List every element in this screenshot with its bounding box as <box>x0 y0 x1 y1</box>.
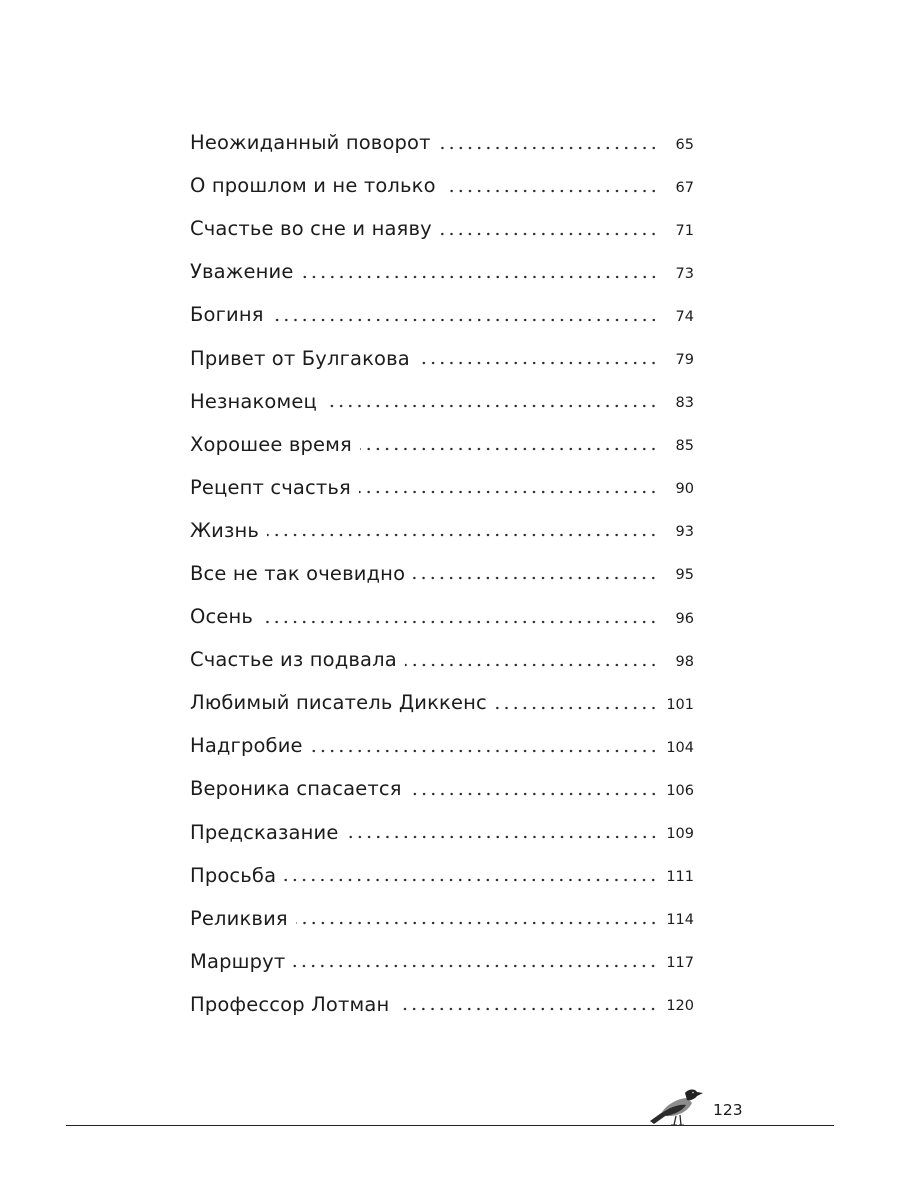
toc-entry <box>190 121 694 164</box>
toc-entry-page: 71 <box>675 222 694 239</box>
toc-entry <box>190 466 694 509</box>
toc-entry-page: 73 <box>675 265 694 282</box>
toc-entry-page: 98 <box>675 653 694 670</box>
toc-entry-title: Маршрут <box>190 950 293 973</box>
dot-leader <box>410 784 658 804</box>
toc-entry-page: 117 <box>666 955 694 972</box>
table-of-contents <box>190 121 694 1026</box>
toc-entry-page: 109 <box>666 826 694 843</box>
toc-entry-page: 74 <box>675 308 694 325</box>
toc-entry-page: 120 <box>666 998 694 1015</box>
toc-entry <box>190 552 694 595</box>
crow-icon <box>646 1083 704 1127</box>
toc-entry-title: Хорошее время <box>190 433 360 456</box>
toc-entry <box>190 724 694 767</box>
toc-entry <box>190 638 694 681</box>
toc-entry-title: Незнакомец <box>190 390 325 413</box>
footer-rule <box>66 1125 834 1126</box>
dot-leader <box>359 482 658 502</box>
toc-entry <box>190 207 694 250</box>
toc-entry <box>190 854 694 897</box>
dot-leader <box>439 138 658 158</box>
toc-entry-title: Надгробие <box>190 734 311 757</box>
dot-leader <box>397 999 658 1019</box>
dot-leader <box>418 353 658 373</box>
toc-entry-title: Вероника спасается <box>190 777 410 800</box>
toc-entry <box>190 164 694 207</box>
toc-entry <box>190 681 694 724</box>
dot-leader <box>296 913 658 933</box>
toc-entry-page: 114 <box>666 912 694 929</box>
toc-entry <box>190 811 694 854</box>
dot-leader <box>360 439 658 459</box>
toc-entry-title: Жизнь <box>190 519 267 542</box>
toc-entry-title: Любимый писатель Диккенс <box>190 691 495 714</box>
toc-entry-title: Уважение <box>190 260 302 283</box>
dot-leader <box>302 267 658 287</box>
toc-entry-page: 67 <box>675 179 694 196</box>
toc-entry <box>190 595 694 638</box>
toc-entry <box>190 423 694 466</box>
toc-entry-title: Профессор Лотман <box>190 993 397 1016</box>
dot-leader <box>267 525 658 545</box>
dot-leader <box>405 655 658 675</box>
toc-entry-page: 90 <box>675 481 694 498</box>
toc-entry-title: Счастье из подвала <box>190 648 405 671</box>
toc-entry <box>190 897 694 940</box>
toc-entry-page: 93 <box>675 524 694 541</box>
toc-entry-page: 65 <box>675 136 694 153</box>
toc-entry <box>190 293 694 336</box>
toc-entry <box>190 983 694 1026</box>
toc-entry-title: Привет от Булгакова <box>190 347 418 370</box>
dot-leader <box>311 741 658 761</box>
toc-entry-page: 104 <box>666 739 694 756</box>
dot-leader <box>413 568 658 588</box>
toc-entry-page: 95 <box>675 567 694 584</box>
dot-leader <box>261 612 658 632</box>
toc-entry <box>190 250 694 293</box>
dot-leader <box>444 181 658 201</box>
page-number: 123 <box>713 1101 743 1119</box>
toc-entry-page: 101 <box>666 696 694 713</box>
toc-entry-title: Неожиданный поворот <box>190 131 439 154</box>
toc-entry <box>190 380 694 423</box>
toc-entry <box>190 336 694 379</box>
toc-entry-page: 85 <box>675 438 694 455</box>
dot-leader <box>272 310 658 330</box>
toc-entry <box>190 509 694 552</box>
toc-entry <box>190 940 694 983</box>
dot-leader <box>284 870 658 890</box>
toc-entry-title: О прошлом и не только <box>190 174 444 197</box>
dot-leader <box>347 827 658 847</box>
toc-entry-title: Просьба <box>190 864 284 887</box>
toc-entry-page: 96 <box>675 610 694 627</box>
dot-leader <box>325 396 658 416</box>
toc-entry-page: 106 <box>666 782 694 799</box>
dot-leader <box>440 224 658 244</box>
toc-entry-title: Все не так очевидно <box>190 562 413 585</box>
toc-entry-page: 79 <box>675 352 694 369</box>
toc-entry <box>190 767 694 810</box>
toc-entry-title: Осень <box>190 605 261 628</box>
toc-entry-title: Рецепт счастья <box>190 476 359 499</box>
toc-entry-title: Счастье во сне и наяву <box>190 217 440 240</box>
dot-leader <box>293 956 658 976</box>
dot-leader <box>495 698 658 718</box>
toc-entry-title: Реликвия <box>190 907 296 930</box>
toc-entry-page: 83 <box>675 395 694 412</box>
toc-entry-title: Богиня <box>190 303 272 326</box>
toc-entry-title: Предсказание <box>190 821 347 844</box>
toc-entry-page: 111 <box>666 869 694 886</box>
